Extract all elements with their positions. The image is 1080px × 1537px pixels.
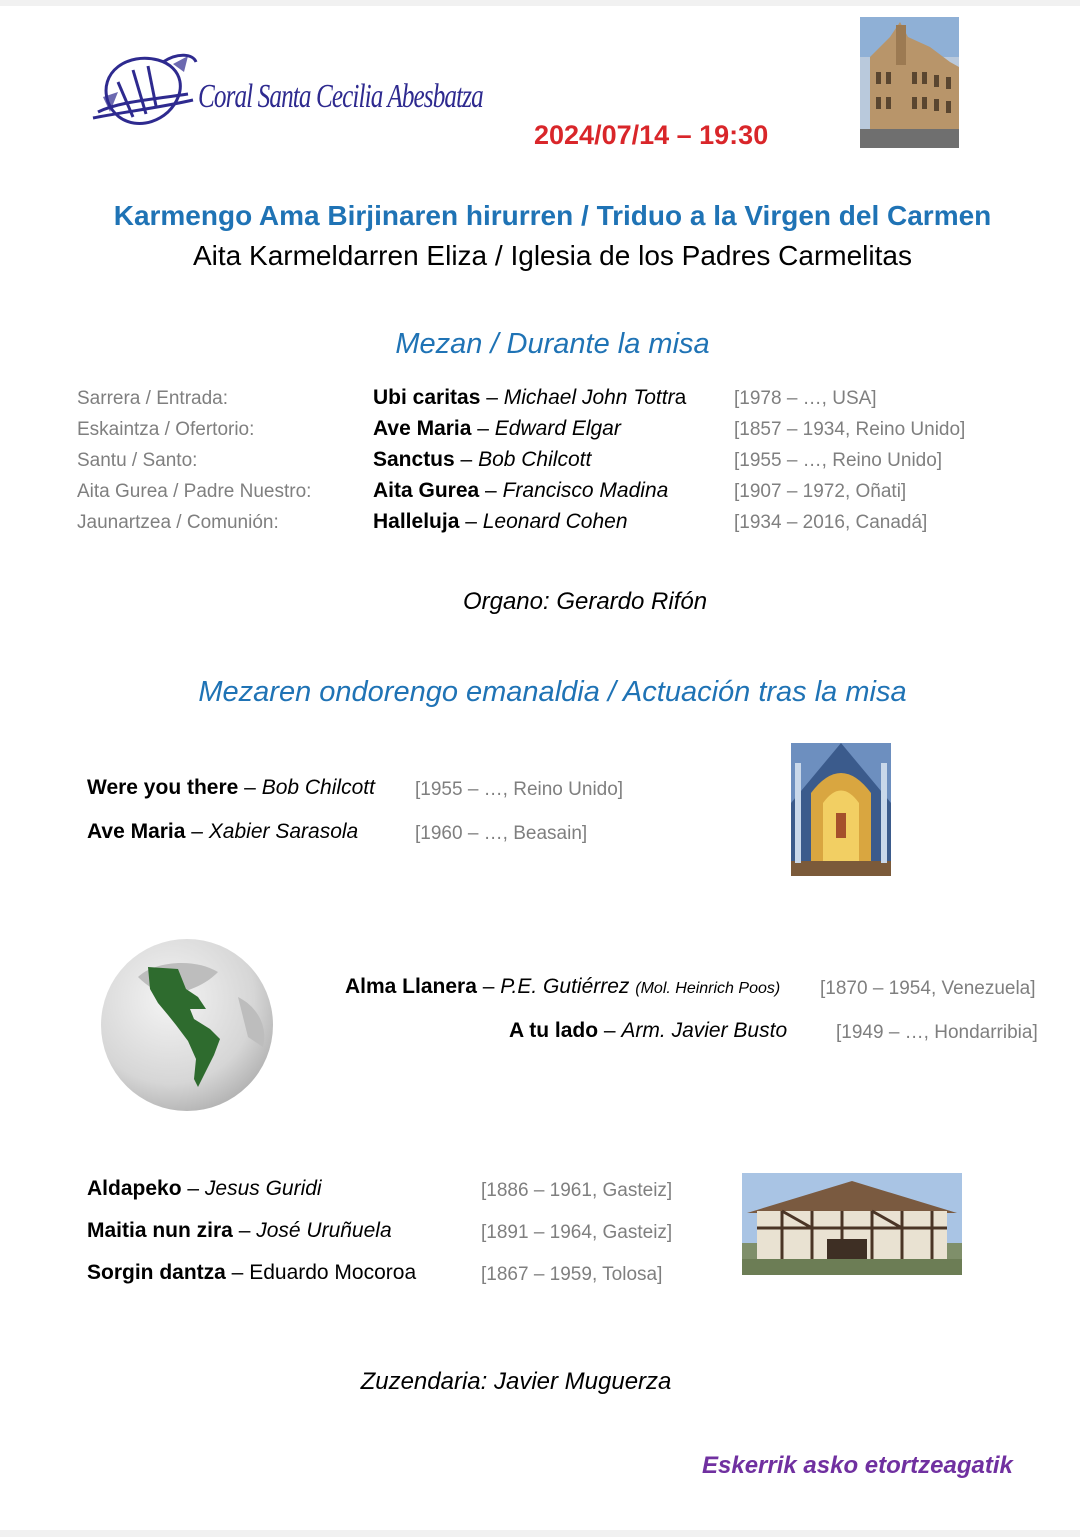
mass-part: Eskaintza / Ofertorio: bbox=[77, 419, 255, 440]
mass-row bbox=[0, 417, 1080, 448]
church-building-photo bbox=[860, 17, 959, 148]
basque-farmhouse-photo bbox=[742, 1173, 962, 1275]
mass-part: Sarrera / Entrada: bbox=[77, 388, 229, 409]
program-piece: Were you there – Bob Chilcott bbox=[87, 776, 375, 799]
mass-row bbox=[0, 510, 1080, 541]
event-venue: Aita Karmeldarren Eliza / Iglesia de los Padres Carmelitas bbox=[193, 240, 912, 271]
program-piece: Sorgin dantza – Eduardo Mocoroa bbox=[87, 1261, 417, 1284]
mass-part: Jaunartzea / Comunión: bbox=[77, 512, 279, 533]
bottom-border bbox=[0, 1530, 1080, 1537]
mass-piece: Aita Gurea – Francisco Madina bbox=[373, 479, 669, 502]
mass-row bbox=[0, 448, 1080, 479]
thanks-message: Eskerrik asko etortzeagatik bbox=[702, 1452, 1013, 1479]
mass-part: Santu / Santo: bbox=[77, 450, 198, 471]
mass-piece: Ave Maria – Edward Elgar bbox=[373, 417, 621, 440]
program-piece: A tu lado – Arm. Javier Busto bbox=[509, 1019, 788, 1042]
mass-piece: Sanctus – Bob Chilcott bbox=[373, 448, 592, 471]
mass-meta: [1934 – 2016, Canadá] bbox=[734, 512, 928, 533]
mass-piece: Ubi caritas – Michael John Tottra bbox=[373, 386, 687, 409]
organ-credit: Organo: Gerardo Rifón bbox=[462, 588, 708, 615]
mass-piece: Halleluja – Leonard Cohen bbox=[373, 510, 628, 533]
program-meta: [1960 – …, Beasain] bbox=[415, 823, 588, 844]
mass-row bbox=[0, 479, 1080, 510]
mass-meta: [1857 – 1934, Reino Unido] bbox=[734, 419, 966, 440]
mass-meta: [1978 – …, USA] bbox=[734, 388, 877, 409]
program-meta: [1955 – …, Reino Unido] bbox=[415, 779, 624, 800]
program-piece: Ave Maria – Xabier Sarasola bbox=[87, 820, 359, 843]
program-meta: [1867 – 1959, Tolosa] bbox=[481, 1264, 663, 1285]
top-border bbox=[0, 0, 1080, 6]
program-meta: [1891 – 1964, Gasteiz] bbox=[481, 1222, 673, 1243]
program-piece: Aldapeko – Jesus Guridi bbox=[87, 1177, 322, 1200]
mass-meta: [1955 – …, Reino Unido] bbox=[734, 450, 943, 471]
after-mass-heading: Mezaren ondorengo emanaldia / Actuación tras la misa bbox=[198, 676, 907, 708]
event-date-time: 2024/07/14 – 19:30 bbox=[534, 120, 769, 150]
program-piece: Maitia nun zira – José Uruñuela bbox=[87, 1219, 392, 1242]
program-meta: [1870 – 1954, Venezuela] bbox=[820, 978, 1036, 999]
mass-meta: [1907 – 1972, Oñati] bbox=[734, 481, 907, 502]
latin-america-globe-icon bbox=[98, 937, 276, 1113]
mass-part: Aita Gurea / Padre Nuestro: bbox=[77, 481, 312, 502]
program-meta: [1886 – 1961, Gasteiz] bbox=[481, 1180, 673, 1201]
event-title: Karmengo Ama Birjinaren hirurren / Triduo a la Virgen del Carmen bbox=[113, 200, 992, 231]
mass-row bbox=[0, 386, 1080, 417]
mass-heading: Mezan / Durante la misa bbox=[395, 328, 710, 360]
program-piece: Alma Llanera – P.E. Gutiérrez (Mol. Heinrich Poos) bbox=[345, 975, 781, 998]
choir-name: Coral Santa Cecilia Abesbatza bbox=[198, 78, 483, 115]
program-meta: [1949 – …, Hondarribia] bbox=[836, 1022, 1038, 1043]
church-altar-photo bbox=[791, 743, 891, 876]
director-credit: Zuzendaria: Javier Muguerza bbox=[360, 1368, 672, 1395]
